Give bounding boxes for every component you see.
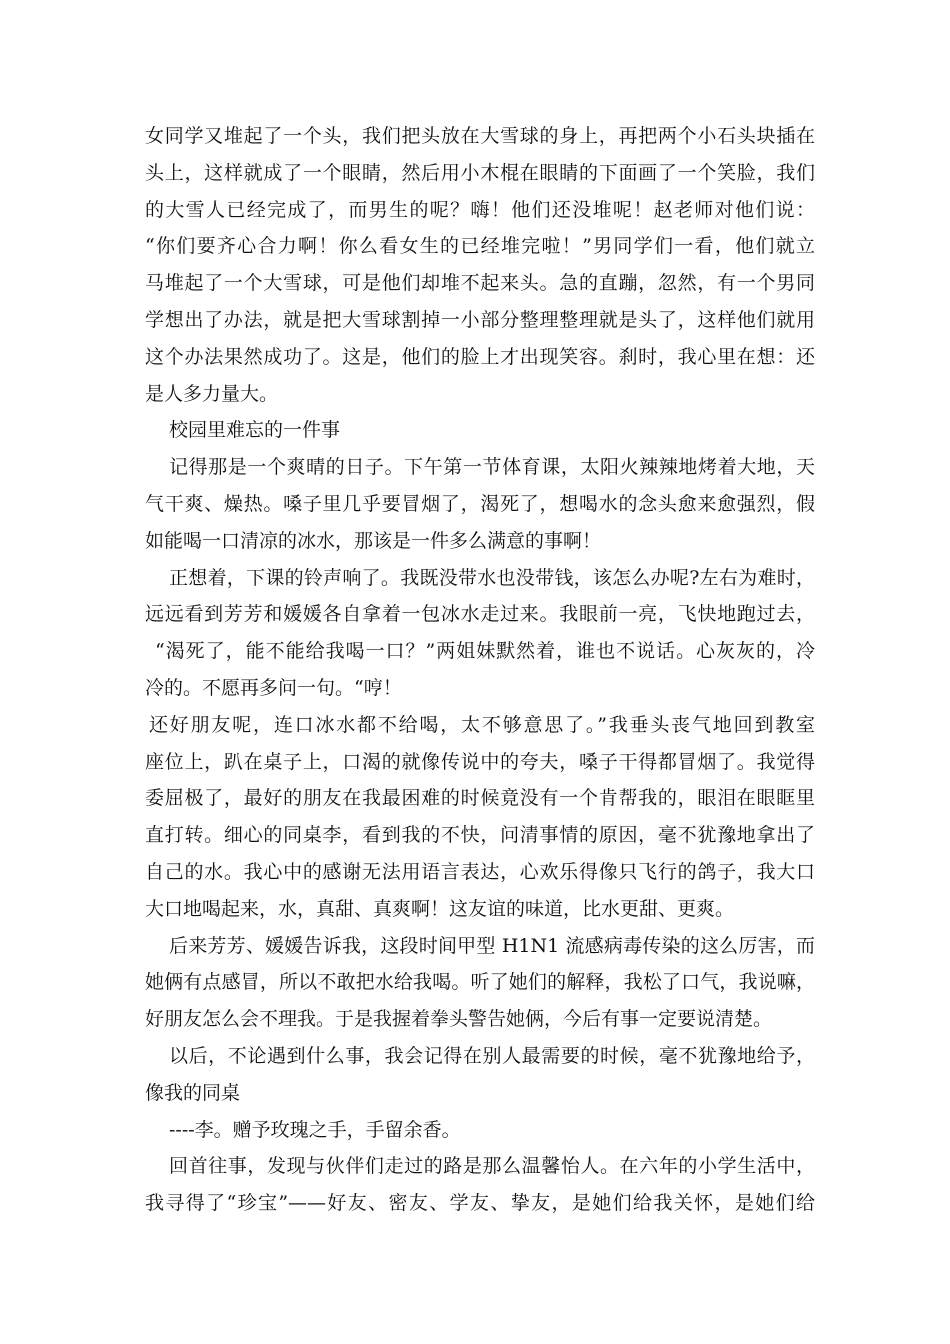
text-line: 这个办法果然成功了。这是，他们的脸上才出现笑容。刹时，我心里在想：还	[145, 345, 815, 368]
text-line: “你们要齐心合力啊！你么看女生的已经堆完啦！”男同学们一看，他们就立	[145, 235, 815, 258]
text-line: 她俩有点感冒，所以不敢把水给我喝。听了她们的解释，我松了口气，我说嘛，	[145, 971, 815, 994]
document-body	[145, 118, 815, 1222]
text-line: 马堆起了一个大雪球，可是他们却堆不起来头。急的直蹦，忽然，有一个男同	[145, 272, 815, 295]
text-line: 以后，不论遇到什么事，我会记得在别人最需要的时候，毫不犹豫地给予，	[169, 1044, 815, 1067]
text-line: 后来芳芳、媛媛告诉我，这段时间甲型 H1N1 流感病毒传染的这么厉害，而	[169, 934, 815, 957]
text-line: 委屈极了，最好的朋友在我最困难的时候竟没有一个肯帮我的，眼泪在眼眶里	[145, 787, 815, 810]
text-line: 记得那是一个爽晴的日子。下午第一节体育课，太阳火辣辣地烤着大地，天	[169, 456, 815, 479]
text-line: 女同学又堆起了一个头，我们把头放在大雪球的身上，再把两个小石头块插在	[145, 125, 815, 147]
text-line: 像我的同桌	[145, 1081, 241, 1104]
text-line: 是人多力量大。	[145, 382, 279, 405]
text-line: 自己的水。我心中的感谢无法用语言表达，心欢乐得像只飞行的鸽子，我大口	[145, 860, 815, 883]
text-line: 回首往事，发现与伙伴们走过的路是那么温馨怡人。在六年的小学生活中，	[169, 1155, 815, 1178]
text-line: 的大雪人已经完成了，而男生的呢？嗨！他们还没堆呢！赵老师对他们说：	[145, 198, 815, 221]
text-line: 大口地喝起来，水，真甜、真爽啊！这友谊的味道，比水更甜、更爽。	[145, 897, 735, 920]
text-line: 如能喝一口清凉的冰水，那该是一件多么满意的事啊！	[145, 529, 602, 552]
text-line: 学想出了办法，就是把大雪球割掉一小部分整理整理就是头了，这样他们就用	[145, 308, 815, 331]
text-line: 我寻得了“珍宝”——好友、密友、学友、挚友，是她们给我关怀，是她们给	[145, 1192, 815, 1215]
text-line: 直打转。细心的同桌李，看到我的不快，问清事情的原因，毫不犹豫地拿出了	[145, 824, 815, 847]
text-line: 远远看到芳芳和媛媛各自拿着一包冰水走过来。我眼前一亮，飞快地跑过去，	[145, 603, 815, 626]
text-line: 头上，这样就成了一个眼睛，然后用小木棍在眼睛的下面画了一个笑脸，我们	[145, 161, 815, 184]
text-line: “渴死了，能不能给我喝一口？”两姐妹默然着，谁也不说话。心灰灰的，冷	[155, 640, 815, 663]
section-heading: 校园里难忘的一件事	[169, 419, 341, 442]
text-line: ----李。赠予玫瑰之手，手留余香。	[169, 1118, 461, 1141]
text-line: 冷的。不愿再多问一句。“哼！	[145, 676, 402, 699]
text-line: 还好朋友呢，连口冰水都不给喝，太不够意思了。”我垂头丧气地回到教室	[149, 713, 815, 736]
text-line: 座位上，趴在桌子上，口渴的就像传说中的夸夫，嗓子干得都冒烟了。我觉得	[145, 750, 815, 773]
text-line: 正想着，下课的铃声响了。我既没带水也没带钱，该怎么办呢?左右为难时，	[169, 566, 815, 589]
text-line: 好朋友怎么会不理我。于是我握着拳头警告她俩，今后有事一定要说清楚。	[145, 1008, 773, 1031]
text-line: 气干爽、燥热。嗓子里几乎要冒烟了，渴死了，想喝水的念头愈来愈强烈，假	[145, 492, 815, 515]
